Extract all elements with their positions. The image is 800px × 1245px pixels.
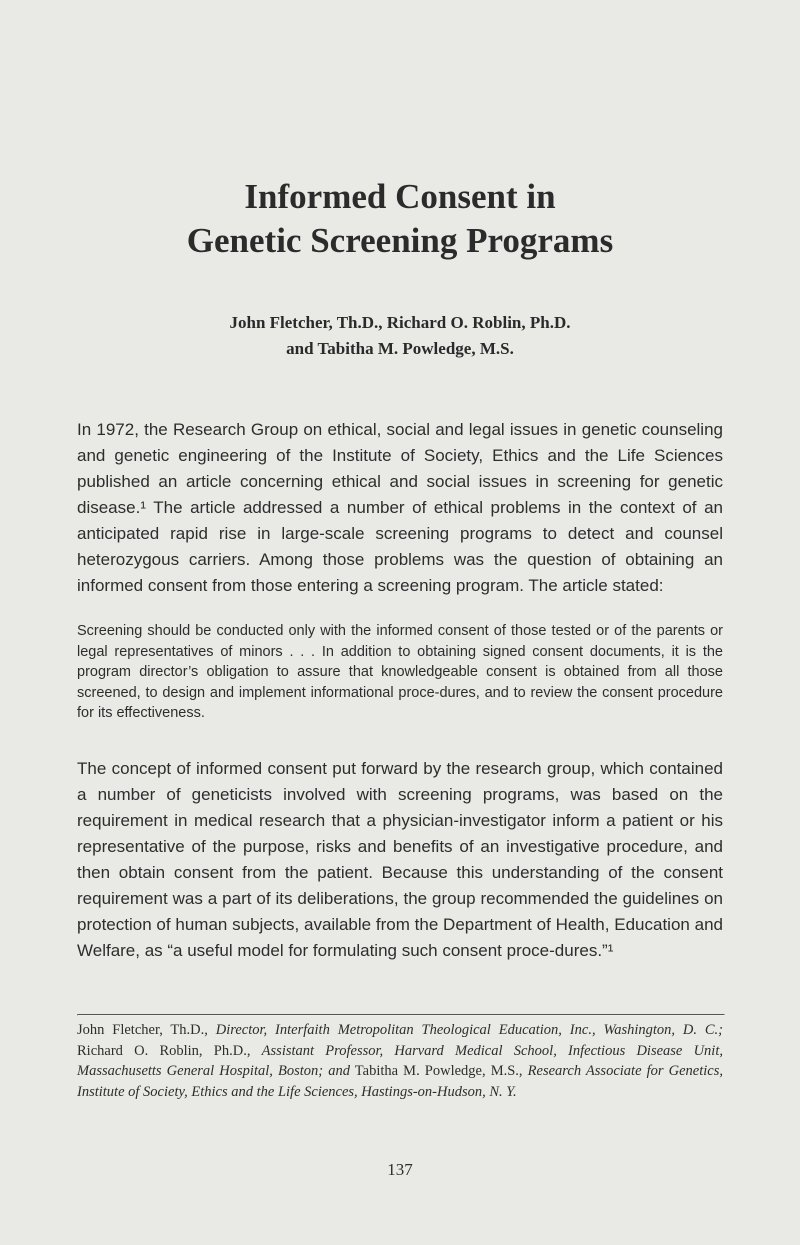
body-paragraph-2: The concept of informed consent put forward by the research group, which contained a number of geneticists involved with screening programs, was based on the requirement in medical research that a physician-investigator inform a patient or his representative of the purpose, risks and benefits of an investigative procedure, and then obtain consent from the patient. Because this understanding of the consent requirement was a part of its deliberations, the group recommended the guidelines on protection of human subjects, available from the Department of Health, Education and Welfare, as “a useful model for formulating such consent proce-dures.”¹: [77, 759, 723, 960]
footnote-rule: [77, 1014, 725, 1016]
block-quote: Screening should be conducted only with the informed consent of those tested or of the parents or legal representatives of minors . . . In addition to obtaining signed consent documents, it is the program director’s obligation to assure that knowledgeable consent is obtained from all those screened, to design and implement informational proce-dures, and to review the consent procedure for its effectiveness.: [77, 623, 723, 721]
body-paragraph-1: In 1972, the Research Group on ethical, social and legal issues in genetic counseling and genetic engineering of the Institute of Society, Ethics and the Life Sciences published an article concerning ethical and social issues in screening for genetic disease.¹ The article addressed a number of ethical problems in the context of an anticipated rapid rise in large-scale screening programs to detect and counsel heterozygous carriers. Among those problems was the question of obtaining an informed consent from those entering a screening program. The article stated:: [77, 420, 723, 595]
author-affiliations-footnote: [77, 1020, 723, 1102]
footnote-author-1-name: John Fletcher, Th.D.,: [77, 1022, 216, 1038]
page-number: 137: [387, 1160, 413, 1179]
author-byline-line-1: John Fletcher, Th.D., Richard O. Roblin, Ph.D.: [229, 313, 571, 332]
footnote-author-3-affiliation: Research Associate for Genetics, Institute of Society, Ethics and the Life Sciences, Hastings-on-Hudson, N. Y.: [77, 1063, 723, 1100]
author-byline: [0, 310, 800, 362]
article-title-line-1: Informed Consent in: [244, 177, 556, 216]
article-title: [0, 175, 800, 263]
footnote-author-1-affiliation: Director, Interfaith Metropolitan Theological Education, Inc., Washington, D. C.;: [215, 1022, 723, 1038]
footnote-author-3-name: Tabitha M. Powledge, M.S.,: [349, 1063, 528, 1079]
footnote-author-2-name: Richard O. Roblin, Ph.D.,: [77, 1042, 262, 1059]
author-byline-line-2: and Tabitha M. Powledge, M.S.: [286, 339, 514, 358]
footnote-author-2-affiliation: Assistant Professor, Harvard Medical School, Infectious Disease Unit, Massachusetts General Hospital, Boston; and: [77, 1042, 723, 1079]
article-title-line-2: Genetic Screening Programs: [186, 221, 614, 260]
